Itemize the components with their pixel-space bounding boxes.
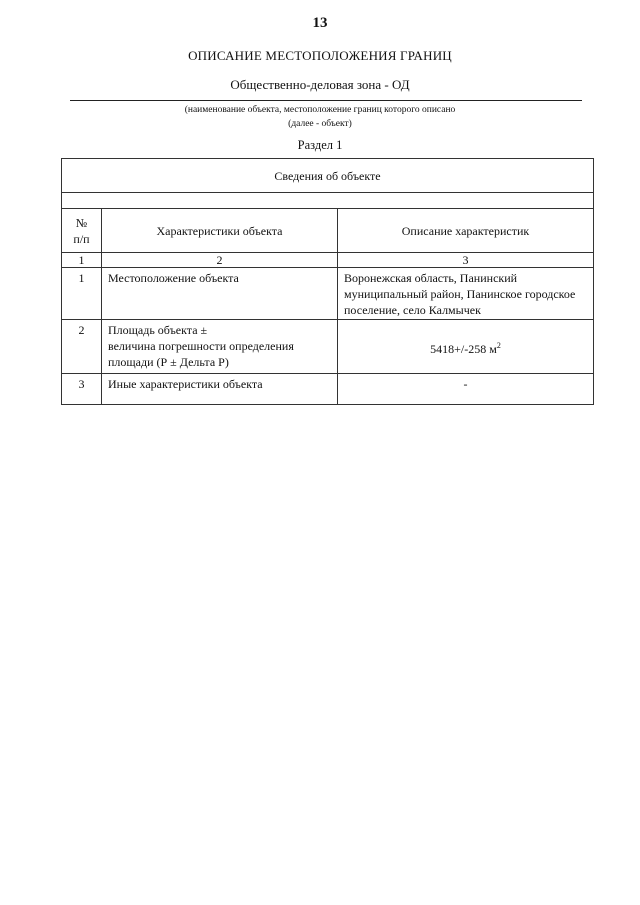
table-row [62, 320, 594, 374]
row-characteristic-line1: Площадь объекта ± [108, 323, 208, 337]
column-header-number-line1: № [75, 215, 88, 230]
caption-line-1: (наименование объекта, местоположение границ которого описано [184, 105, 456, 115]
table-heading: Сведения об объекте [62, 159, 594, 193]
column-number-1: 1 [62, 253, 102, 268]
row-characteristic [102, 320, 338, 374]
object-caption [0, 103, 640, 131]
row-description [338, 320, 594, 374]
row-characteristic-line2: величина погрешности определения площади (Р ± Дельта Р) [108, 339, 294, 369]
row-number: 2 [62, 320, 102, 374]
row-characteristic: Местоположение объекта [102, 268, 338, 320]
object-info-table [61, 158, 594, 405]
table-blank-row [62, 193, 594, 209]
column-header-characteristics: Характеристики объекта [102, 209, 338, 253]
row-number: 1 [62, 268, 102, 320]
area-value: 5418+/-258 м [430, 342, 497, 356]
row-description: - [338, 374, 594, 405]
row-description: Воронежская область, Панинский муниципальный район, Панинское городское поселение, село Калмычек [338, 268, 594, 320]
page-number: 13 [312, 15, 328, 31]
row-characteristic: Иные характеристики объекта [102, 374, 338, 405]
table-row [62, 374, 594, 405]
column-header-description: Описание характеристик [338, 209, 594, 253]
section-label: Раздел 1 [297, 138, 343, 152]
zone-name: Общественно-деловая зона - ОД [230, 77, 410, 92]
column-header-number-line2: п/п [73, 231, 90, 246]
column-number-row [62, 253, 594, 268]
column-header-number [62, 209, 102, 253]
column-number-3: 3 [338, 253, 594, 268]
area-unit-exponent: 2 [496, 341, 501, 350]
title-underline [70, 100, 582, 101]
table-header-row [62, 209, 594, 253]
document-title: ОПИСАНИЕ МЕСТОПОЛОЖЕНИЯ ГРАНИЦ [188, 48, 452, 63]
table-row [62, 268, 594, 320]
row-number: 3 [62, 374, 102, 405]
caption-line-2: (далее - объект) [288, 119, 352, 129]
column-number-2: 2 [102, 253, 338, 268]
